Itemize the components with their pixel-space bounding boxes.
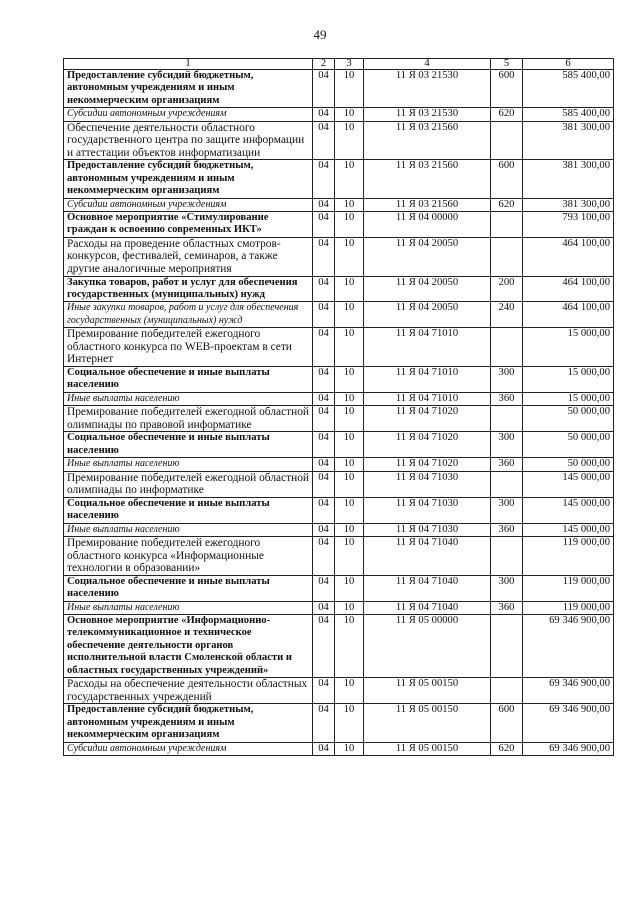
row-podrazdel: 10 [335, 367, 364, 393]
table-row [64, 678, 614, 704]
row-vr-code [491, 471, 523, 497]
row-sum: 69 346 900,00 [523, 615, 614, 678]
row-podrazdel: 10 [335, 497, 364, 523]
row-podrazdel: 10 [335, 212, 364, 238]
row-csr-code: 11 Я 03 21560 [364, 160, 491, 198]
row-sum: 793 100,00 [523, 212, 614, 238]
header-col-1: 1 [64, 59, 313, 70]
table-row [64, 121, 614, 160]
table-row [64, 537, 614, 576]
row-razdel: 04 [313, 575, 335, 601]
row-sum: 119 000,00 [523, 601, 614, 614]
row-sum: 145 000,00 [523, 523, 614, 536]
row-sum: 381 300,00 [523, 160, 614, 198]
row-razdel: 04 [313, 237, 335, 276]
row-name: Иные выплаты населению [64, 601, 313, 614]
row-sum: 15 000,00 [523, 367, 614, 393]
row-sum: 464 100,00 [523, 302, 614, 328]
row-razdel: 04 [313, 458, 335, 471]
row-podrazdel: 10 [335, 704, 364, 742]
row-name: Субсидии автономным учреждениям [64, 198, 313, 211]
row-name: Премирование победителей ежегодного областного конкурса «Информационные технологии в образовании» [64, 537, 313, 576]
table-row [64, 497, 614, 523]
row-name: Основное мероприятие «Стимулирование граждан к освоению современных ИКТ» [64, 212, 313, 238]
row-name: Предоставление субсидий бюджетным, автономным учреждениям и иным некоммерческим организациям [64, 160, 313, 198]
table-row [64, 237, 614, 276]
row-csr-code: 11 Я 05 00150 [364, 742, 491, 755]
row-csr-code: 11 Я 05 00150 [364, 678, 491, 704]
row-podrazdel: 10 [335, 392, 364, 405]
row-name: Социальное обеспечение и иные выплаты населению [64, 432, 313, 458]
row-razdel: 04 [313, 392, 335, 405]
row-sum: 50 000,00 [523, 406, 614, 432]
row-podrazdel: 10 [335, 615, 364, 678]
row-podrazdel: 10 [335, 471, 364, 497]
row-csr-code: 11 Я 03 21560 [364, 121, 491, 160]
row-vr-code: 200 [491, 276, 523, 302]
row-csr-code: 11 Я 04 71030 [364, 523, 491, 536]
row-vr-code [491, 237, 523, 276]
header-row [64, 59, 614, 70]
header-col-3: 3 [335, 59, 364, 70]
row-razdel: 04 [313, 615, 335, 678]
header-col-4: 4 [364, 59, 491, 70]
row-sum: 464 100,00 [523, 276, 614, 302]
row-podrazdel: 10 [335, 237, 364, 276]
table-row [64, 615, 614, 678]
row-razdel: 04 [313, 276, 335, 302]
row-podrazdel: 10 [335, 742, 364, 755]
table-row [64, 742, 614, 755]
row-podrazdel: 10 [335, 328, 364, 367]
table-row [64, 471, 614, 497]
table-row [64, 432, 614, 458]
budget-table [63, 58, 614, 756]
row-csr-code: 11 Я 04 71040 [364, 601, 491, 614]
row-vr-code: 620 [491, 198, 523, 211]
row-razdel: 04 [313, 537, 335, 576]
row-vr-code: 360 [491, 392, 523, 405]
row-csr-code: 11 Я 03 21530 [364, 70, 491, 108]
row-csr-code: 11 Я 04 71020 [364, 432, 491, 458]
row-name: Социальное обеспечение и иные выплаты населению [64, 575, 313, 601]
page-number: 49 [313, 27, 327, 42]
row-csr-code: 11 Я 04 20050 [364, 302, 491, 328]
row-razdel: 04 [313, 742, 335, 755]
row-vr-code: 360 [491, 601, 523, 614]
table-row [64, 575, 614, 601]
row-name: Расходы на обеспечение деятельности областных государственных учреждений [64, 678, 313, 704]
row-podrazdel: 10 [335, 302, 364, 328]
table-row [64, 367, 614, 393]
table-row [64, 302, 614, 328]
row-name: Премирование победителей ежегодной областной олимпиады по правовой информатике [64, 406, 313, 432]
row-razdel: 04 [313, 108, 335, 121]
row-vr-code: 300 [491, 367, 523, 393]
row-vr-code: 300 [491, 497, 523, 523]
row-sum: 15 000,00 [523, 328, 614, 367]
row-razdel: 04 [313, 406, 335, 432]
row-razdel: 04 [313, 328, 335, 367]
row-podrazdel: 10 [335, 406, 364, 432]
row-razdel: 04 [313, 198, 335, 211]
row-razdel: 04 [313, 704, 335, 742]
row-vr-code: 300 [491, 432, 523, 458]
table-body [64, 70, 614, 756]
row-razdel: 04 [313, 471, 335, 497]
row-razdel: 04 [313, 121, 335, 160]
row-razdel: 04 [313, 497, 335, 523]
row-name: Основное мероприятие «Информационно-телекоммуникационное и техническое обеспечение деятельности органов исполнительной власти Смоленской области и областных государственных учреждений» [64, 615, 313, 678]
row-razdel: 04 [313, 70, 335, 108]
row-podrazdel: 10 [335, 121, 364, 160]
row-podrazdel: 10 [335, 458, 364, 471]
row-name: Иные выплаты населению [64, 392, 313, 405]
row-csr-code: 11 Я 04 71030 [364, 471, 491, 497]
row-sum: 381 300,00 [523, 198, 614, 211]
row-csr-code: 11 Я 04 71020 [364, 406, 491, 432]
row-sum: 381 300,00 [523, 121, 614, 160]
table-row [64, 276, 614, 302]
row-csr-code: 11 Я 04 71030 [364, 497, 491, 523]
row-podrazdel: 10 [335, 432, 364, 458]
row-vr-code [491, 537, 523, 576]
row-podrazdel: 10 [335, 575, 364, 601]
row-name: Субсидии автономным учреждениям [64, 108, 313, 121]
row-sum: 69 346 900,00 [523, 678, 614, 704]
row-razdel: 04 [313, 678, 335, 704]
row-razdel: 04 [313, 212, 335, 238]
row-csr-code: 11 Я 04 20050 [364, 237, 491, 276]
row-name: Закупка товаров, работ и услуг для обеспечения государственных (муниципальных) нужд [64, 276, 313, 302]
row-vr-code: 620 [491, 742, 523, 755]
row-podrazdel: 10 [335, 70, 364, 108]
row-sum: 464 100,00 [523, 237, 614, 276]
row-csr-code: 11 Я 03 21530 [364, 108, 491, 121]
row-podrazdel: 10 [335, 160, 364, 198]
row-name: Премирование победителей ежегодного областного конкурса по WEB-проектам в сети Интернет [64, 328, 313, 367]
table-row [64, 601, 614, 614]
row-razdel: 04 [313, 601, 335, 614]
row-sum: 585 400,00 [523, 70, 614, 108]
row-csr-code: 11 Я 04 71010 [364, 392, 491, 405]
row-vr-code: 360 [491, 458, 523, 471]
row-podrazdel: 10 [335, 198, 364, 211]
table-row [64, 328, 614, 367]
table-row [64, 406, 614, 432]
table-row [64, 108, 614, 121]
header-col-6: 6 [523, 59, 614, 70]
row-podrazdel: 10 [335, 523, 364, 536]
row-sum: 15 000,00 [523, 392, 614, 405]
row-razdel: 04 [313, 523, 335, 536]
row-name: Социальное обеспечение и иные выплаты населению [64, 367, 313, 393]
row-sum: 69 346 900,00 [523, 742, 614, 755]
row-csr-code: 11 Я 04 00000 [364, 212, 491, 238]
row-vr-code [491, 406, 523, 432]
row-podrazdel: 10 [335, 678, 364, 704]
row-razdel: 04 [313, 367, 335, 393]
row-csr-code: 11 Я 04 20050 [364, 276, 491, 302]
table-row [64, 198, 614, 211]
row-razdel: 04 [313, 160, 335, 198]
table-row [64, 212, 614, 238]
table-row [64, 70, 614, 108]
row-name: Расходы на проведение областных смотров-конкурсов, фестивалей, семинаров, а также другие аналогичные мероприятия [64, 237, 313, 276]
row-vr-code [491, 212, 523, 238]
row-vr-code [491, 678, 523, 704]
row-vr-code [491, 615, 523, 678]
header-col-2: 2 [313, 59, 335, 70]
row-podrazdel: 10 [335, 601, 364, 614]
row-razdel: 04 [313, 302, 335, 328]
row-sum: 585 400,00 [523, 108, 614, 121]
row-name: Социальное обеспечение и иные выплаты населению [64, 497, 313, 523]
row-name: Обеспечение деятельности областного государственного центра по защите информации и аттестации объектов информатизации [64, 121, 313, 160]
row-podrazdel: 10 [335, 108, 364, 121]
row-vr-code [491, 121, 523, 160]
table-row [64, 160, 614, 198]
row-vr-code: 360 [491, 523, 523, 536]
row-sum: 145 000,00 [523, 471, 614, 497]
header-col-5: 5 [491, 59, 523, 70]
row-name: Субсидии автономным учреждениям [64, 742, 313, 755]
row-podrazdel: 10 [335, 537, 364, 576]
row-sum: 50 000,00 [523, 458, 614, 471]
row-razdel: 04 [313, 432, 335, 458]
row-vr-code: 600 [491, 160, 523, 198]
row-name: Иные выплаты населению [64, 458, 313, 471]
row-name: Иные закупки товаров, работ и услуг для обеспечения государственных (муниципальных) нужд [64, 302, 313, 328]
table-row [64, 458, 614, 471]
row-csr-code: 11 Я 05 00000 [364, 615, 491, 678]
row-vr-code [491, 328, 523, 367]
row-csr-code: 11 Я 04 71040 [364, 537, 491, 576]
row-vr-code: 620 [491, 108, 523, 121]
table-row [64, 392, 614, 405]
row-podrazdel: 10 [335, 276, 364, 302]
row-name: Предоставление субсидий бюджетным, автономным учреждениям и иным некоммерческим организациям [64, 70, 313, 108]
row-sum: 119 000,00 [523, 537, 614, 576]
row-vr-code: 300 [491, 575, 523, 601]
row-csr-code: 11 Я 03 21560 [364, 198, 491, 211]
row-vr-code: 600 [491, 704, 523, 742]
row-vr-code: 240 [491, 302, 523, 328]
row-csr-code: 11 Я 04 71010 [364, 367, 491, 393]
row-sum: 50 000,00 [523, 432, 614, 458]
row-csr-code: 11 Я 04 71020 [364, 458, 491, 471]
row-name: Иные выплаты населению [64, 523, 313, 536]
row-sum: 69 346 900,00 [523, 704, 614, 742]
row-csr-code: 11 Я 04 71040 [364, 575, 491, 601]
row-csr-code: 11 Я 05 00150 [364, 704, 491, 742]
row-name: Предоставление субсидий бюджетным, автономным учреждениям и иным некоммерческим организациям [64, 704, 313, 742]
row-sum: 145 000,00 [523, 497, 614, 523]
row-sum: 119 000,00 [523, 575, 614, 601]
table-row [64, 704, 614, 742]
row-csr-code: 11 Я 04 71010 [364, 328, 491, 367]
table-row [64, 523, 614, 536]
row-vr-code: 600 [491, 70, 523, 108]
row-name: Премирование победителей ежегодной областной олимпиады по информатике [64, 471, 313, 497]
